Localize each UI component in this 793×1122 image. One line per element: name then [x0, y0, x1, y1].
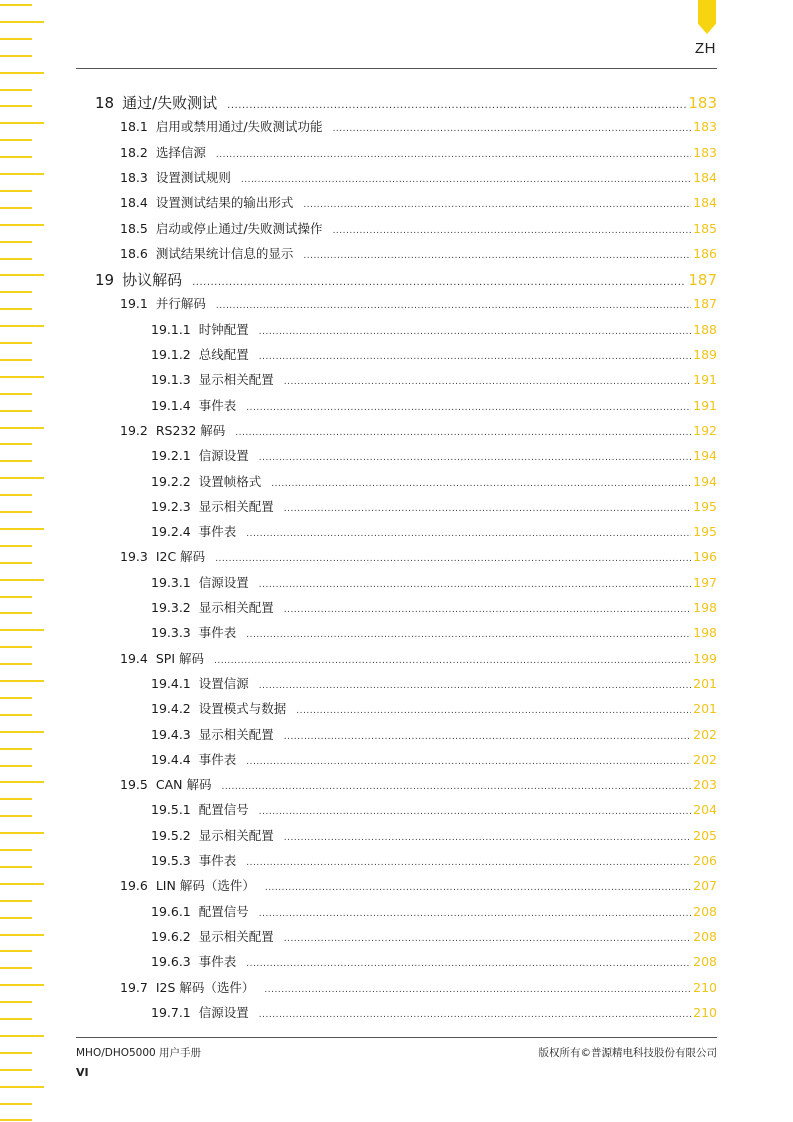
toc-entry[interactable]: [151, 800, 717, 820]
ruler-tick: [0, 511, 32, 513]
footer-manual-title: MHO/DHO5000 用户手册: [76, 1047, 202, 1059]
toc-entry-page: 198: [693, 600, 717, 615]
ruler-tick: [0, 900, 32, 902]
toc-entry-number: 19.6.1: [151, 903, 191, 919]
toc-entry[interactable]: [151, 674, 717, 694]
toc-dot-leader: [227, 100, 686, 111]
toc-entry-page: 198: [693, 625, 717, 641]
ruler-tick: [0, 832, 44, 834]
toc-entry[interactable]: [120, 876, 717, 896]
toc-dot-leader: [221, 782, 691, 792]
ruler-tick: [0, 156, 32, 158]
ruler-tick: [0, 748, 32, 750]
ruler-tick: [0, 241, 32, 243]
toc-entry-title: 设置测试规则: [155, 169, 231, 185]
toc-entry-title: 事件表: [198, 397, 237, 413]
ruler-tick: [0, 224, 44, 226]
toc-entry[interactable]: [120, 978, 717, 998]
ruler-tick: [0, 105, 32, 107]
toc-dot-leader: [284, 605, 691, 615]
toc-entry-number: 19.4.1: [151, 675, 191, 691]
toc-dot-leader: [271, 479, 691, 489]
toc-entry[interactable]: [151, 851, 717, 871]
ruler-tick: [0, 528, 44, 530]
toc-entry[interactable]: [151, 472, 717, 492]
ruler-tick: [0, 663, 32, 665]
toc-entry-page: 183: [688, 94, 717, 112]
ruler-tick: [0, 917, 32, 919]
ruler-tick: [0, 1119, 32, 1121]
toc-entry-title: 协议解码: [122, 271, 183, 290]
ruler-tick: [0, 798, 32, 800]
ruler-tick: [0, 494, 32, 496]
toc-entry[interactable]: [151, 396, 717, 416]
toc-entry-title: 设置帧格式: [198, 473, 262, 489]
toc-entry-title: 显示相关配置: [198, 726, 274, 742]
toc-entry-title: 显示相关配置: [198, 372, 274, 388]
toc-entry-page: 188: [693, 321, 717, 337]
toc-entry-number: 19.1: [120, 296, 148, 312]
toc-entry-title: 设置模式与数据: [198, 701, 287, 717]
ruler-tick: [0, 866, 32, 868]
toc-entry-number: 18.2: [120, 144, 148, 160]
toc-entry-number: 18.6: [120, 245, 148, 261]
ruler-tick: [0, 477, 44, 479]
toc-entry-page: 195: [693, 524, 717, 540]
ruler-tick: [0, 359, 32, 361]
toc-entry-number: 19.6.3: [151, 954, 191, 970]
toc-entry-title: 时钟配置: [198, 321, 249, 337]
toc-entry-page: 204: [693, 802, 717, 818]
toc-entry-number: 19.1.3: [151, 372, 191, 388]
toc-entry-page: 194: [693, 473, 717, 489]
toc-dot-leader: [284, 934, 691, 944]
toc-entry-number: 19.4.2: [151, 701, 191, 717]
ruler-tick: [0, 1001, 32, 1003]
toc-entry-title: 并行解码: [155, 296, 206, 312]
ruler-tick: [0, 883, 44, 885]
toc-entry-title: I2C 解码: [155, 549, 206, 565]
toc-entry-title: LIN 解码（选件）: [155, 878, 255, 894]
toc-dot-leader: [259, 909, 691, 919]
toc-entry-number: 19.1.2: [151, 347, 191, 362]
toc-entry-page: 194: [693, 448, 717, 464]
toc-entry-number: 19: [95, 271, 115, 290]
ruler-tick: [0, 934, 44, 936]
toc-entry[interactable]: [151, 320, 717, 340]
toc-dot-leader: [216, 150, 691, 160]
toc-dot-leader: [246, 630, 691, 640]
toc-entry-number: 19.7.1: [151, 1004, 191, 1020]
toc-entry-number: 19.5.1: [151, 802, 191, 818]
ruler-tick: [0, 545, 32, 547]
toc-entry[interactable]: [151, 573, 717, 593]
toc-dot-leader: [284, 833, 691, 843]
footer-copyright: 版权所有©普源精电科技股份有限公司: [538, 1047, 717, 1059]
toc-entry-page: 199: [693, 650, 717, 666]
toc-entry-title: 启动或停止通过/失败测试操作: [155, 220, 323, 236]
ruler-tick: [0, 122, 44, 124]
toc-entry[interactable]: [120, 649, 717, 669]
toc-entry[interactable]: [151, 1003, 717, 1023]
toc-entry-page: 201: [693, 701, 717, 717]
toc-dot-leader: [246, 858, 691, 868]
ruler-tick: [0, 1086, 44, 1088]
toc-entry[interactable]: [151, 750, 717, 770]
ruler-tick: [0, 72, 44, 74]
language-tab-marker: [698, 0, 716, 34]
ruler-tick: [0, 950, 32, 952]
toc-dot-leader: [259, 580, 691, 590]
toc-entry-number: 19.5.2: [151, 827, 191, 843]
ruler-tick: [0, 4, 32, 6]
toc-dot-leader: [333, 226, 692, 236]
toc-entry[interactable]: [151, 952, 717, 972]
header-divider: [76, 68, 717, 69]
toc-dot-leader: [241, 175, 691, 185]
ruler-tick: [0, 55, 32, 57]
toc-entry[interactable]: [151, 927, 717, 947]
toc-entry-page: 192: [693, 422, 717, 438]
ruler-tick: [0, 1018, 32, 1020]
ruler-tick: [0, 376, 44, 378]
toc-entry-page: 203: [693, 777, 717, 793]
toc-entry-number: 19.2.4: [151, 524, 191, 540]
toc-entry-page: 208: [693, 903, 717, 919]
toc-entry-title: 选择信源: [155, 144, 206, 160]
ruler-tick: [0, 173, 44, 175]
toc-entry-number: 18.1: [120, 119, 148, 135]
toc-entry-number: 18.5: [120, 220, 148, 236]
toc-entry-number: 19.3.2: [151, 600, 191, 615]
toc-entry[interactable]: [120, 193, 717, 213]
toc-entry-page: 210: [693, 1004, 717, 1020]
toc-entry[interactable]: [120, 117, 717, 137]
toc-entry-title: 设置测试结果的输出形式: [155, 195, 294, 211]
ruler-tick: [0, 697, 32, 699]
toc-dot-leader: [259, 1010, 691, 1020]
side-ruler-decoration: [0, 0, 46, 1122]
toc-entry-title: 设置信源: [198, 675, 249, 691]
toc-entry-page: 187: [688, 271, 717, 290]
toc-entry-title: CAN 解码: [155, 777, 212, 793]
toc-entry-title: 信源设置: [198, 574, 249, 590]
ruler-tick: [0, 207, 32, 209]
toc-entry-page: 189: [693, 347, 717, 362]
toc-entry-number: 18: [95, 94, 115, 112]
ruler-tick: [0, 612, 32, 614]
toc-entry-title: SPI 解码: [155, 650, 204, 666]
ruler-tick: [0, 427, 44, 429]
toc-entry-page: 205: [693, 827, 717, 843]
ruler-tick: [0, 781, 44, 783]
toc-entry-number: 19.2: [120, 422, 148, 438]
toc-entry-page: 208: [693, 928, 717, 944]
toc-entry[interactable]: [120, 244, 717, 264]
toc-entry-page: 197: [693, 574, 717, 590]
toc-entry-page: 186: [693, 245, 717, 261]
toc-dot-leader: [284, 732, 691, 742]
toc-entry[interactable]: [151, 522, 717, 542]
toc-dot-leader: [303, 200, 691, 210]
toc-entry[interactable]: [151, 446, 717, 466]
toc-dot-leader: [259, 352, 691, 362]
ruler-tick: [0, 731, 44, 733]
toc-entry-title: 配置信号: [198, 802, 249, 818]
ruler-tick: [0, 460, 32, 462]
toc-entry-page: 185: [693, 220, 717, 236]
toc-entry-title: 启用或禁用通过/失败测试功能: [155, 119, 323, 135]
toc-dot-leader: [259, 681, 691, 691]
toc-entry-page: 184: [693, 195, 717, 211]
toc-entry-number: 19.1.4: [151, 397, 191, 413]
toc-entry-title: 事件表: [198, 751, 237, 767]
toc-dot-leader: [265, 883, 691, 893]
toc-dot-leader: [284, 504, 691, 514]
ruler-tick: [0, 1035, 44, 1037]
toc-entry-title: 信源设置: [198, 448, 249, 464]
toc-dot-leader: [246, 529, 691, 539]
toc-dot-leader: [215, 554, 691, 564]
toc-dot-leader: [192, 277, 686, 288]
toc-entry-number: 19.3.1: [151, 574, 191, 590]
ruler-tick: [0, 765, 32, 767]
toc-entry-number: 19.5.3: [151, 853, 191, 868]
ruler-tick: [0, 1052, 32, 1054]
ruler-tick: [0, 1103, 32, 1105]
toc-entry[interactable]: [120, 547, 717, 567]
toc-entry-number: 19.6: [120, 878, 148, 894]
toc-entry-number: 19.5: [120, 777, 148, 793]
footer-divider: [76, 1037, 717, 1038]
toc-entry-page: 208: [693, 954, 717, 970]
toc-entry-number: 19.2.3: [151, 498, 191, 514]
toc-entry-title: 事件表: [198, 524, 237, 540]
ruler-tick: [0, 967, 32, 969]
toc-entry[interactable]: [151, 623, 717, 643]
toc-entry-number: 19.2.2: [151, 473, 191, 489]
ruler-tick: [0, 443, 32, 445]
ruler-tick: [0, 258, 32, 260]
toc-entry-title: 测试结果统计信息的显示: [155, 245, 294, 261]
toc-entry[interactable]: [151, 826, 717, 846]
toc-entry-title: 事件表: [198, 954, 237, 970]
toc-entry[interactable]: [151, 370, 717, 390]
ruler-tick: [0, 190, 32, 192]
toc-entry-title: 事件表: [198, 853, 237, 868]
toc-entry-number: 18.4: [120, 195, 148, 211]
ruler-tick: [0, 342, 32, 344]
toc-entry-number: 19.2.1: [151, 448, 191, 464]
page-number: VI: [76, 1066, 89, 1079]
toc-entry[interactable]: [120, 421, 717, 441]
toc-entry-title: 事件表: [198, 625, 237, 641]
toc-dot-leader: [296, 706, 691, 716]
toc-entry[interactable]: [120, 775, 717, 795]
ruler-tick: [0, 139, 32, 141]
toc-dot-leader: [333, 124, 692, 134]
language-code: ZH: [695, 40, 716, 57]
toc-entry[interactable]: [151, 497, 717, 517]
toc-entry-number: 18.3: [120, 169, 148, 185]
toc-dot-leader: [246, 757, 691, 767]
ruler-tick: [0, 308, 32, 310]
toc-entry[interactable]: [151, 345, 717, 365]
toc-entry-page: 201: [693, 675, 717, 691]
ruler-tick: [0, 291, 32, 293]
toc-entry-page: 196: [693, 549, 717, 565]
toc-entry-page: 210: [693, 979, 717, 995]
toc-entry-number: 19.4.4: [151, 751, 191, 767]
toc-entry-title: 总线配置: [198, 347, 249, 362]
toc-entry-title: 显示相关配置: [198, 928, 274, 944]
toc-entry-page: 183: [693, 144, 717, 160]
toc-entry[interactable]: [151, 699, 717, 719]
toc-entry-page: 191: [693, 372, 717, 388]
toc-entry-title: 通过/失败测试: [122, 94, 218, 112]
toc-dot-leader: [259, 807, 691, 817]
toc-entry-title: 显示相关配置: [198, 827, 274, 843]
toc-dot-leader: [246, 403, 691, 413]
ruler-tick: [0, 596, 32, 598]
toc-entry-page: 191: [693, 397, 717, 413]
toc-entry[interactable]: [95, 269, 717, 291]
toc-entry-title: 显示相关配置: [198, 498, 274, 514]
ruler-tick: [0, 274, 44, 276]
toc-entry-number: 19.1.1: [151, 321, 191, 337]
toc-dot-leader: [303, 251, 691, 261]
ruler-tick: [0, 410, 32, 412]
toc-entry-title: I2S 解码（选件）: [155, 979, 255, 995]
ruler-tick: [0, 815, 32, 817]
toc-entry[interactable]: [151, 725, 717, 745]
ruler-tick: [0, 562, 32, 564]
toc-entry-page: 187: [693, 296, 717, 312]
toc-entry-number: 19.6.2: [151, 928, 191, 944]
ruler-tick: [0, 89, 32, 91]
ruler-tick: [0, 849, 32, 851]
toc-dot-leader: [235, 428, 691, 438]
toc-entry-number: 19.7: [120, 979, 148, 995]
ruler-tick: [0, 629, 44, 631]
toc-entry-number: 19.4.3: [151, 726, 191, 742]
toc-dot-leader: [259, 327, 691, 337]
toc-dot-leader: [284, 377, 691, 387]
toc-entry[interactable]: [120, 168, 717, 188]
toc-dot-leader: [216, 301, 691, 311]
toc-entry[interactable]: [120, 294, 717, 314]
toc-entry-title: 显示相关配置: [198, 600, 274, 615]
toc-entry-page: 195: [693, 498, 717, 514]
ruler-tick: [0, 393, 32, 395]
toc-entry-page: 183: [693, 119, 717, 135]
toc-entry-page: 207: [693, 878, 717, 894]
ruler-tick: [0, 579, 44, 581]
toc-entry-title: 信源设置: [198, 1004, 249, 1020]
toc-entry[interactable]: [95, 92, 717, 114]
ruler-tick: [0, 680, 44, 682]
toc-entry-title: 配置信号: [198, 903, 249, 919]
toc-entry[interactable]: [120, 219, 717, 239]
ruler-tick: [0, 21, 44, 23]
toc-entry[interactable]: [120, 143, 717, 163]
ruler-tick: [0, 646, 32, 648]
ruler-tick: [0, 38, 32, 40]
toc-entry-page: 184: [693, 169, 717, 185]
toc-entry-page: 202: [693, 751, 717, 767]
ruler-tick: [0, 1069, 32, 1071]
toc-entry-page: 202: [693, 726, 717, 742]
ruler-tick: [0, 325, 44, 327]
toc-dot-leader: [259, 453, 691, 463]
toc-entry[interactable]: [151, 598, 717, 618]
toc-entry-number: 19.3.3: [151, 625, 191, 641]
toc-dot-leader: [264, 985, 691, 995]
toc-entry-page: 206: [693, 853, 717, 868]
toc-dot-leader: [214, 656, 691, 666]
ruler-tick: [0, 984, 44, 986]
ruler-tick: [0, 714, 32, 716]
toc-entry-title: RS232 解码: [155, 422, 226, 438]
toc-dot-leader: [246, 959, 691, 969]
toc-entry[interactable]: [151, 902, 717, 922]
toc-entry-number: 19.3: [120, 549, 148, 565]
toc-entry-number: 19.4: [120, 650, 148, 666]
